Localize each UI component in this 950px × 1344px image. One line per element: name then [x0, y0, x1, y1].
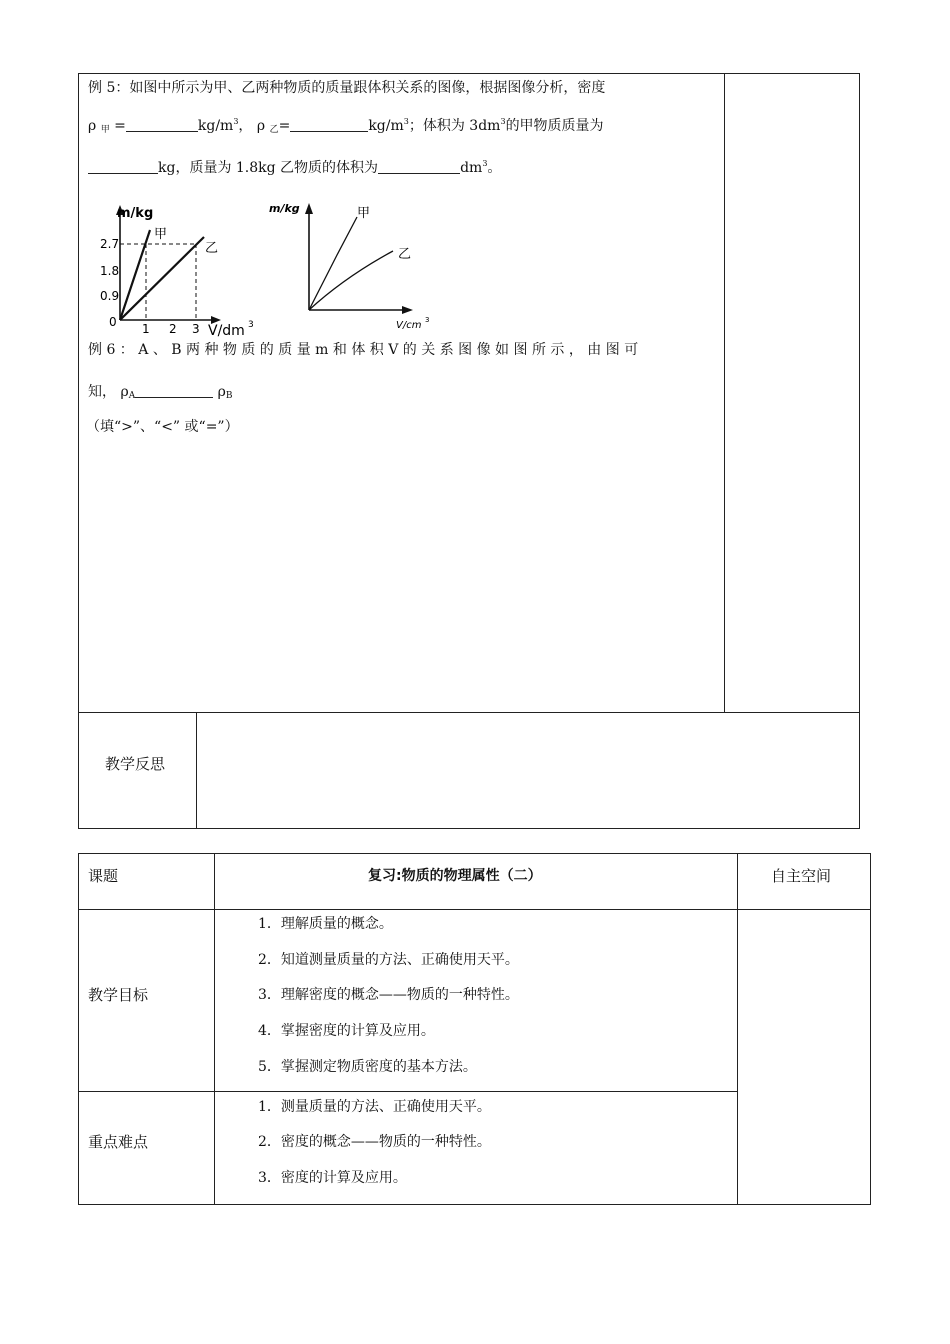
separator: ，	[238, 118, 253, 134]
goal-item: 4．掌握密度的计算及应用。	[258, 1023, 435, 1039]
keypoints-label: 重点难点	[88, 1133, 149, 1151]
table-2-row-divider-2	[78, 1091, 738, 1092]
rho-a-subscript: A	[128, 391, 136, 401]
unit-superscript: 3	[482, 159, 488, 168]
graph-1-x-label-sup: 3	[248, 320, 254, 330]
rho-symbol: ρ	[217, 384, 226, 400]
graph-1-y-label: m/kg	[117, 206, 154, 221]
rho-yi-subscript: 乙	[269, 125, 279, 135]
keypoint-item: 2．密度的概念——物质的一种特性。	[258, 1134, 491, 1150]
unit-text: g/m	[376, 118, 404, 134]
rho-symbol: ρ	[120, 384, 129, 400]
rho-symbol: ρ	[88, 118, 97, 134]
graph-1-ytick-0.9: 0.9	[100, 289, 120, 303]
graph-1-xtick-1: 1	[142, 322, 150, 336]
table-1-col-divider	[724, 73, 725, 713]
topic-label: 课题	[88, 867, 119, 885]
lesson-title: 复习:物质的物理属性（二）	[368, 868, 542, 884]
self-space-label: 自主空间	[771, 867, 832, 885]
graph-1-mass-volume	[100, 195, 270, 340]
example-5-mass-text: 的甲物质质量为	[505, 118, 604, 134]
unit-text: k	[368, 118, 377, 134]
goal-item: 3．理解密度的概念——物质的一种特性。	[258, 987, 519, 1003]
graph-2-line-yi	[309, 251, 393, 310]
answer-blank-rho-jia[interactable]	[126, 119, 198, 132]
table-2-frame	[78, 853, 871, 1205]
answer-blank-rho-yi[interactable]	[290, 119, 368, 132]
graph-2-label-yi: 乙	[398, 247, 412, 262]
answer-blank-compare[interactable]	[135, 385, 213, 398]
table-1-reflection-divider	[196, 712, 197, 829]
example-6-line-2	[88, 385, 233, 401]
graph-1-line-yi	[120, 237, 204, 320]
graph-2-x-label: V/cm	[396, 320, 422, 331]
goal-item: 5．掌握测定物质密度的基本方法。	[258, 1059, 477, 1075]
table-2-col-divider-1	[214, 853, 215, 1205]
goals-label: 教学目标	[88, 986, 149, 1004]
unit-text: dm	[460, 160, 483, 176]
table-2-col-divider-2	[737, 853, 738, 1205]
graph-1-label-jia: 甲	[154, 227, 168, 242]
answer-blank-mass[interactable]	[88, 161, 158, 174]
example-5-question-text: kg，质量为 1.8kg 乙物质的体积为	[158, 160, 379, 176]
graph-1-xtick-3: 3	[192, 322, 200, 336]
graph-1-ytick-2.7: 2.7	[100, 237, 120, 251]
graph-1-x-label: V/dm	[208, 323, 245, 339]
graph-2-label-jia: 甲	[357, 206, 371, 221]
example-6-hint: （填“>”、“<” 或“=”）	[86, 419, 239, 435]
reflection-label: 教学反思	[105, 755, 166, 773]
graph-2-x-arrow	[402, 306, 413, 314]
graph-2-mass-volume	[265, 195, 435, 335]
example-6-prompt: 例 6 ： A 、 B 两 种 物 质 的 质 量 m 和 体 积 V 的 关 系 图 像 如 图 所 示 ， 由 图 可	[88, 342, 639, 358]
unit-superscript: 3	[233, 117, 239, 126]
example-6-line-3	[86, 420, 239, 434]
example-5-line-3	[88, 160, 501, 175]
keypoint-item: 3．密度的计算及应用。	[258, 1170, 407, 1186]
graph-1-ytick-0: 0	[109, 315, 117, 329]
graph-2-line-jia	[309, 217, 357, 310]
period: 。	[487, 160, 502, 176]
goal-item: 2．知道测量质量的方法、正确使用天平。	[258, 952, 519, 968]
table-2-row-divider-1	[78, 909, 871, 910]
rho-b-subscript: B	[225, 391, 233, 401]
goal-item: 1．理解质量的概念。	[258, 916, 393, 932]
graph-1-label-yi: 乙	[205, 241, 219, 256]
example-5-line-2	[88, 118, 604, 135]
answer-blank-volume[interactable]	[378, 161, 460, 174]
equals-sign: =	[114, 118, 126, 134]
graph-1-xtick-2: 2	[169, 322, 177, 336]
graph-1-ytick-1.8: 1.8	[100, 264, 120, 278]
graph-2-x-label-sup: 3	[425, 316, 430, 324]
graph-2-y-label: m/kg	[269, 202, 300, 215]
unit-text: kg/m	[197, 118, 234, 134]
example-5-prompt: 例 5：如图中所示为甲、乙两种物质的质量跟体积关系的图像，根据图像分析，密度	[88, 80, 606, 96]
unit-superscript: 3	[403, 117, 409, 126]
unit-superscript: 3	[500, 117, 506, 126]
graph-2-y-arrow	[305, 203, 313, 214]
keypoint-item: 1．测量质量的方法、正确使用天平。	[258, 1099, 491, 1115]
rho-jia-subscript: 甲	[100, 125, 110, 135]
example-6-line-1	[88, 343, 638, 357]
rho-symbol: ρ	[256, 118, 266, 134]
example-5-line-1	[88, 81, 605, 95]
example-5-volume-text: ；体积为 3dm	[408, 118, 501, 134]
example-6-know-text: 知，	[88, 384, 116, 400]
equals-sign: =	[278, 118, 291, 134]
